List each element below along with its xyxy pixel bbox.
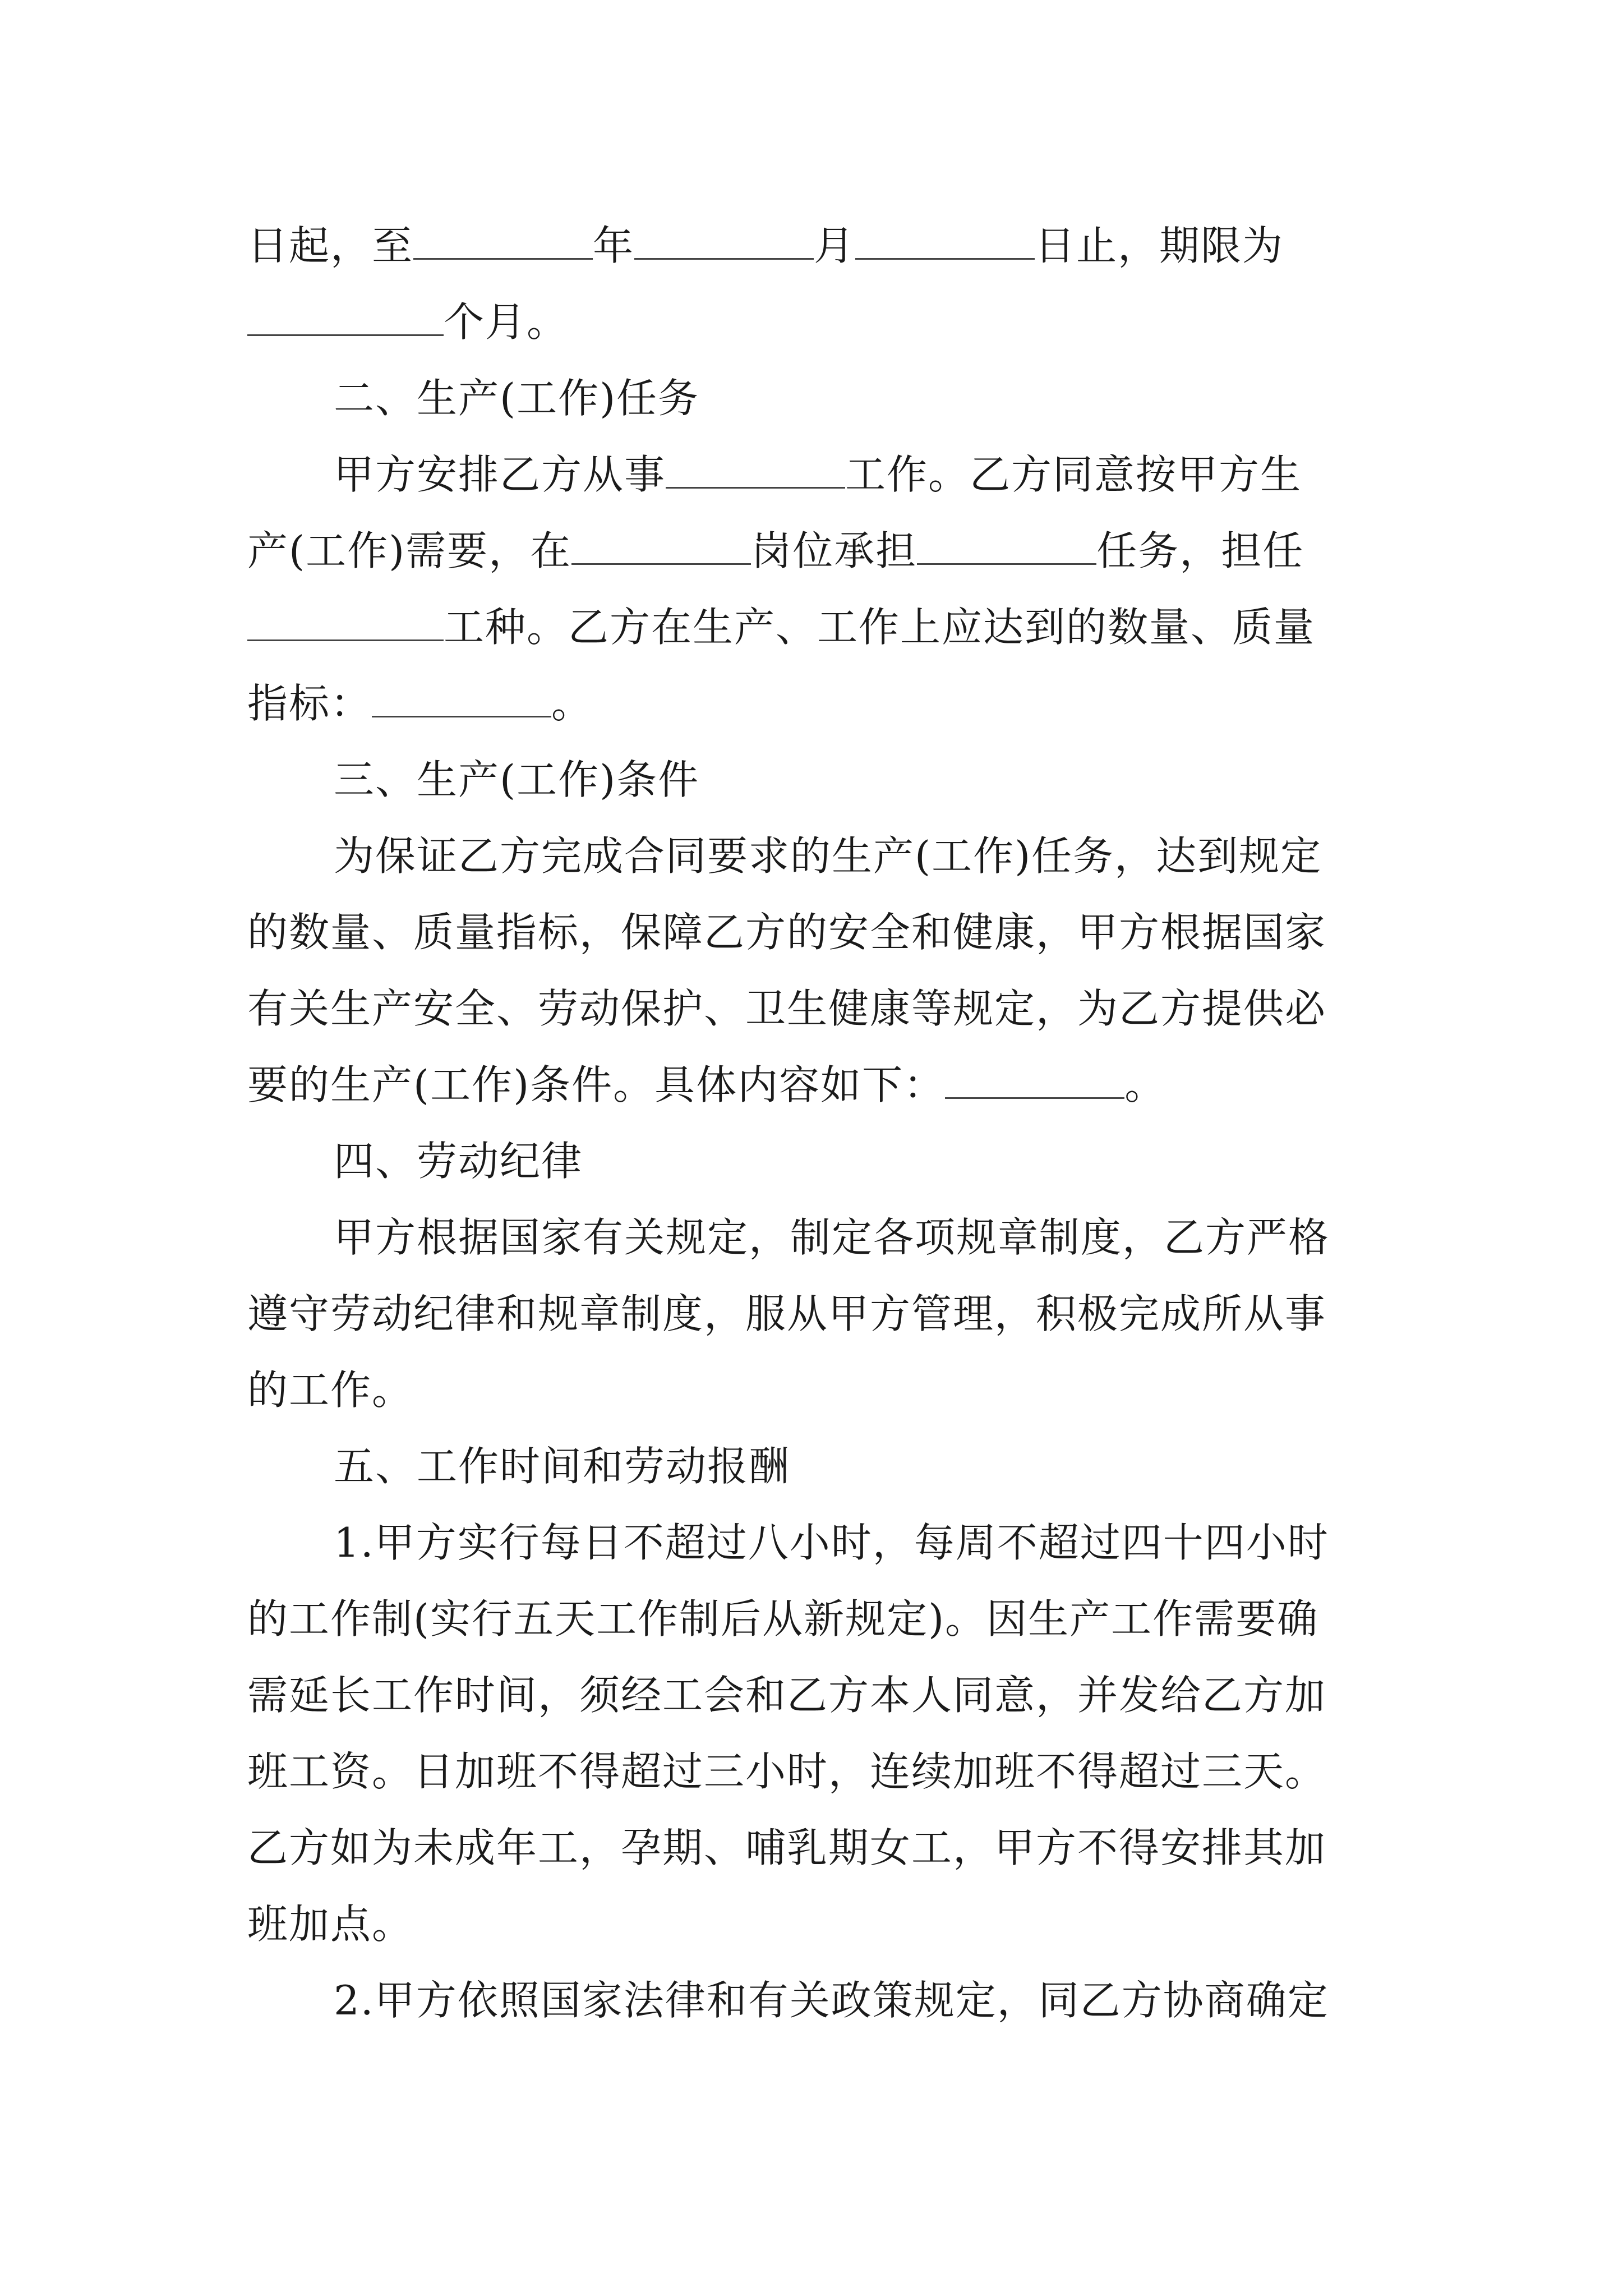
document-body [247, 208, 1391, 2039]
text-segment: 任务，担任 [1096, 527, 1304, 574]
text-segment: 岗位承担 [751, 527, 917, 574]
text-segment: 月 [814, 222, 856, 269]
paragraph-line [247, 436, 1391, 513]
section-heading-2: 二、生产(工作)任务 [334, 375, 700, 422]
paragraph-line [247, 589, 1391, 665]
paragraph-line: 的工作制(实行五天工作制后从新规定)。因生产工作需要确 [247, 1595, 1319, 1642]
text-segment: 要的生产(工作)条件。具体内容如下： [247, 1061, 946, 1108]
paragraph-line [247, 513, 1391, 589]
text-segment: 年 [593, 222, 635, 269]
text-segment: 日止，期限为 [1035, 222, 1284, 269]
blank-trade-field [247, 605, 444, 641]
text-segment: 日起，至 [247, 222, 414, 269]
blank-indicator-field [372, 681, 551, 717]
text-segment: 工种。乙方在生产、工作上应达到的数量、质量 [444, 604, 1316, 651]
text-segment: 。 [1124, 1061, 1166, 1108]
paragraph-line [247, 665, 1391, 742]
paragraph-line: 乙方如为未成年工，孕期、哺乳期女工，甲方不得安排其加 [247, 1824, 1327, 1871]
text-segment: 工作。乙方同意按甲方生 [845, 451, 1302, 498]
section-heading-5: 五、工作时间和劳动报酬 [334, 1443, 791, 1490]
paragraph-line: 遵守劳动纪律和规章制度，服从甲方管理，积极完成所从事 [247, 1290, 1327, 1337]
contract-term-line [247, 208, 1391, 284]
paragraph-line [247, 1047, 1391, 1123]
paragraph-line: 的工作。 [247, 1366, 414, 1414]
section-heading-3: 三、生产(工作)条件 [334, 756, 700, 803]
blank-month-field [634, 223, 814, 260]
section-heading-4: 四、劳动纪律 [334, 1138, 583, 1185]
paragraph-line: 班工资。日加班不得超过三小时，连续加班不得超过三天。 [247, 1748, 1327, 1795]
paragraph-line: 班加点。 [247, 1901, 414, 1948]
text-segment: 指标： [247, 680, 372, 727]
text-segment: 。 [551, 680, 593, 727]
text-segment: 个月。 [444, 298, 569, 346]
paragraph-line: 甲方根据国家有关规定，制定各项规章制度，乙方严格 [334, 1214, 1330, 1261]
blank-post-field [571, 528, 751, 565]
paragraph-line: 为保证乙方完成合同要求的生产(工作)任务，达到规定 [334, 832, 1322, 880]
blank-year-field [413, 223, 593, 260]
blank-task-field [917, 528, 1096, 565]
paragraph-line: 有关生产安全、劳动保护、卫生健康等规定，为乙方提供必 [247, 985, 1327, 1032]
list-item-2: 2.甲方依照国家法律和有关政策规定，同乙方协商确定 [334, 1977, 1329, 2024]
paragraph-line: 的数量、质量指标，保障乙方的安全和健康，甲方根据国家 [247, 909, 1327, 956]
text-segment: 产(工作)需要，在 [247, 527, 572, 574]
paragraph-line: 需延长工作时间，须经工会和乙方本人同意，并发给乙方加 [247, 1672, 1327, 1719]
text-segment: 甲方安排乙方从事 [334, 451, 666, 498]
blank-day-field [855, 223, 1035, 260]
contract-duration-line [247, 284, 1391, 360]
list-item-1: 1.甲方实行每日不超过八小时，每周不超过四十四小时 [334, 1519, 1329, 1566]
blank-months-field [247, 300, 444, 336]
blank-conditions-field [945, 1062, 1124, 1099]
blank-work-field [666, 452, 845, 489]
